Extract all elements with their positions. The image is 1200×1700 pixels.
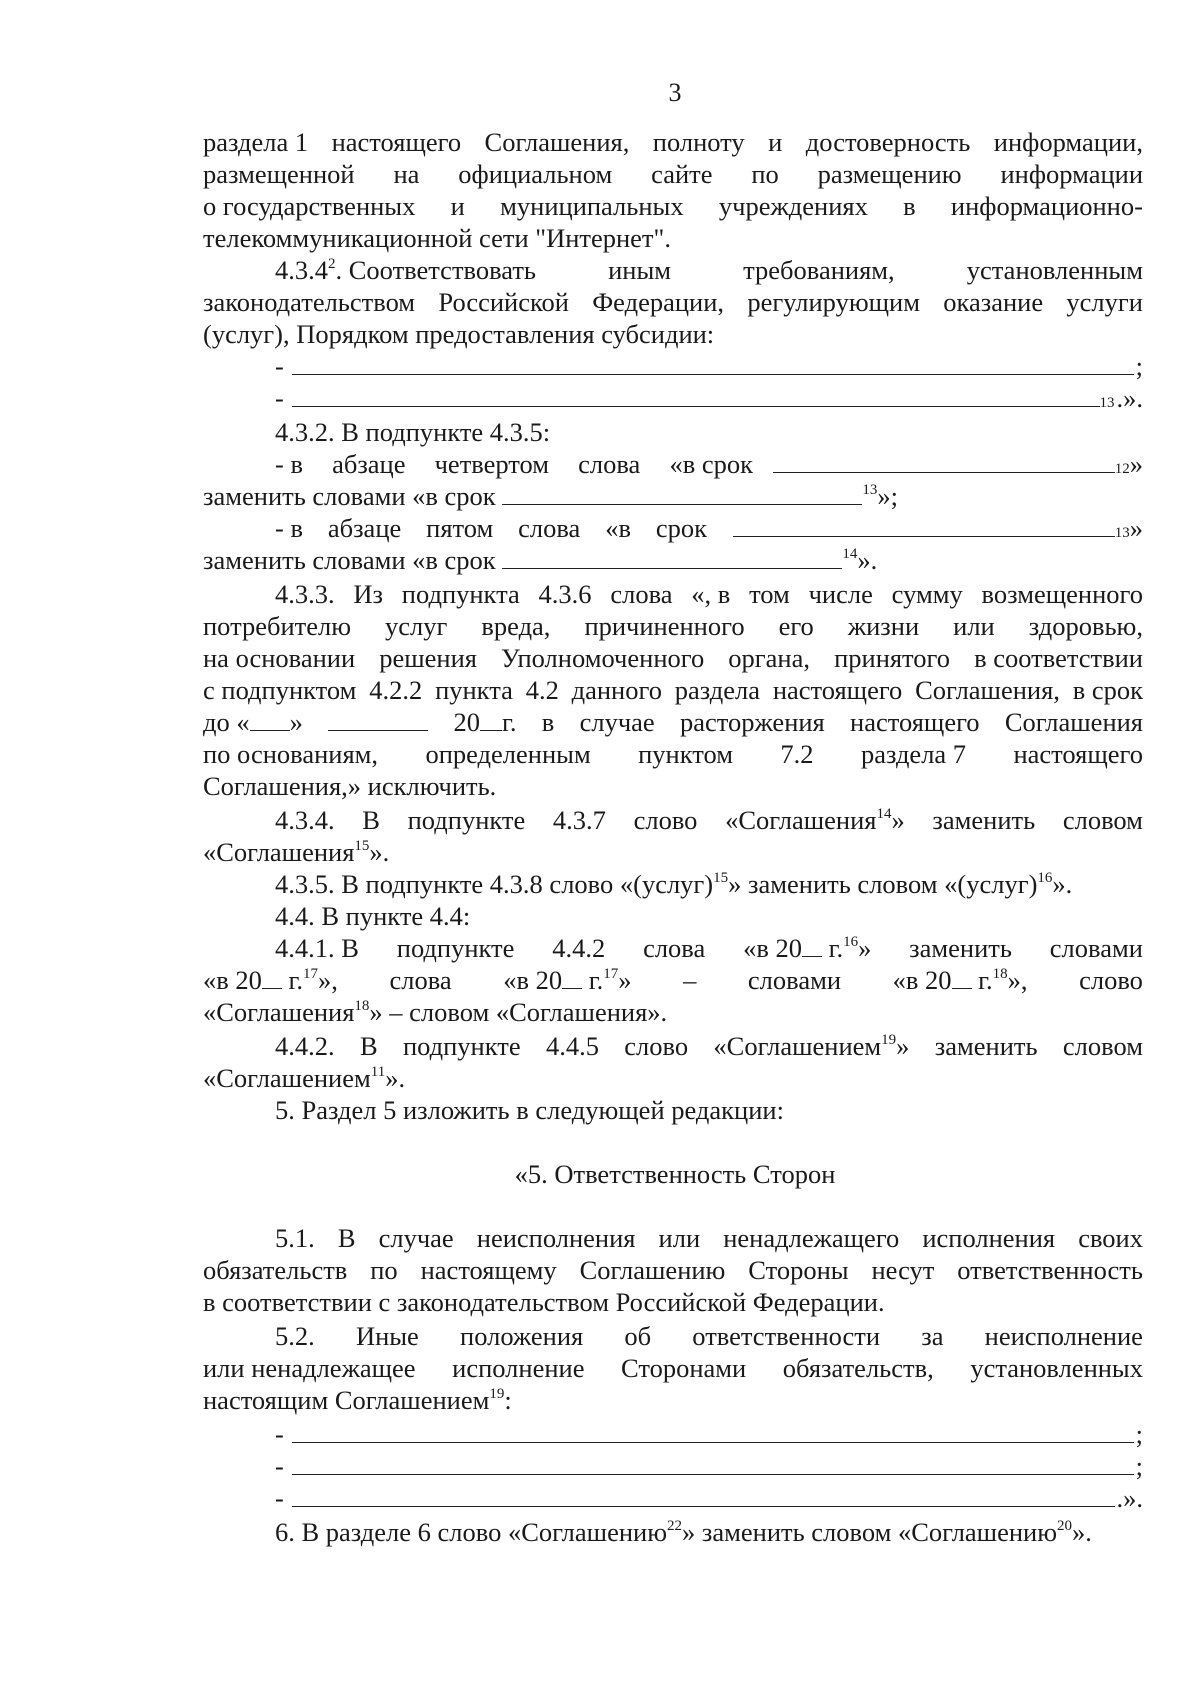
blank-line <box>328 706 428 731</box>
clause-4-4-1: 4.4.1. В подпункте 4.4.2 слова «в 20 г.$^{16}$» заменить словами <box>275 933 1143 963</box>
text-line: Соглашения,» исключить. <box>203 771 497 801</box>
page-number: 3 <box>668 78 682 107</box>
text-line: - в абзаце четвертом слова «в срок 12 » <box>275 449 1143 479</box>
blank-line <box>292 382 1100 407</box>
clause-4-3-5: 4.3.5. В подпункте 4.3.8 слово «(услуг)$^{15}$» заменить словом «(услуг)$^{16}$». <box>275 869 1073 899</box>
text-line: по основаниям, определенным пунктом 7.2 раздела 7 настоящего <box>203 739 1143 769</box>
blank-list-item: - ; <box>275 351 1143 381</box>
clause-4-3-2: 4.3.2. В подпункте 4.3.5: <box>275 417 551 447</box>
blank-line <box>502 480 862 505</box>
text-line: телекоммуникационной сети "Интернет". <box>203 223 671 253</box>
clause-4-4: 4.4. В пункте 4.4: <box>275 901 471 931</box>
clause-4-4-2: 4.4.2. В подпункте 4.4.5 слово «Соглашением$^{19}$» заменить словом <box>275 1031 1143 1061</box>
text-line: заменить словами «в срок $^{14}$». <box>203 545 878 575</box>
blank-line <box>262 964 282 989</box>
blank-line <box>733 512 1115 537</box>
blank-list-item: - ; <box>275 1451 1143 1481</box>
text-line: (услуг), Порядком предоставления субсидии: <box>203 319 715 349</box>
text-line: потребителю услуг вреда, причиненного его жизни или здоровью, <box>203 611 1143 641</box>
blank-list-item: - ; <box>275 1419 1143 1449</box>
text-line: до « » 20 г. в случае расторжения настоящего Соглашения <box>203 707 1143 737</box>
blank-line <box>562 964 582 989</box>
text-line: - в абзаце пятом слова «в срок 13 » <box>275 513 1143 543</box>
blank-line <box>802 932 822 957</box>
blank-line <box>292 1450 1134 1475</box>
text-line: или ненадлежащее исполнение Сторонами обязательств, установленных <box>203 1353 1143 1383</box>
blank-line <box>952 964 972 989</box>
clause-5: 5. Раздел 5 изложить в следующей редакции: <box>275 1095 784 1125</box>
text-line: размещенной на официальном сайте по размещению информации <box>203 159 1143 189</box>
blank-list-item: - 13 .». <box>275 383 1143 413</box>
blank-list-item: - .». <box>275 1483 1143 1513</box>
blank-line <box>480 706 502 731</box>
section-heading: «5. Ответственность Сторон <box>514 1159 836 1189</box>
clause-5-2: 5.2. Иные положения об ответственности за неисполнение <box>275 1321 1143 1351</box>
clause-6: 6. В разделе 6 слово «Соглашению$^{22}$» заменить словом «Соглашению$^{20}$». <box>275 1517 1092 1547</box>
text-line: с подпунктом 4.2.2 пункта 4.2 данного раздела настоящего Соглашения, в срок <box>203 675 1143 705</box>
text-line: раздела 1 настоящего Соглашения, полноту и достоверность информации, <box>203 127 1143 157</box>
blank-line <box>292 1418 1134 1443</box>
text-line: «в 20 г.$^{17}$», слова «в 20 г.$^{17}$» – словами «в 20 г.$^{18}$», слово <box>203 965 1143 995</box>
text-line: настоящим Соглашением$^{19}$: <box>203 1385 512 1415</box>
clause-4-3-3: 4.3.3. Из подпункта 4.3.6 слова «, в том числе сумму возмещенного <box>275 579 1143 609</box>
text-line: заменить словами «в срок $^{13}$»; <box>203 481 898 511</box>
blank-line <box>292 350 1134 375</box>
text-line: в соответствии с законодательством Российской Федерации. <box>203 1287 885 1317</box>
blank-line <box>292 1482 1115 1507</box>
blank-line <box>250 706 290 731</box>
clause-4-3-4: 4.3.4. В подпункте 4.3.7 слово «Соглашения$^{14}$» заменить словом <box>275 805 1143 835</box>
text-line: обязательств по настоящему Соглашению Стороны несут ответственность <box>203 1255 1143 1285</box>
text-line: «Соглашения$^{18}$» – словом «Соглашения». <box>203 997 668 1027</box>
text-line: «Соглашением$^{11}$». <box>203 1063 406 1093</box>
clause-5-1: 5.1. В случае неисполнения или ненадлежащего исполнения своих <box>275 1223 1143 1253</box>
text-line: «Соглашения$^{15}$». <box>203 837 390 867</box>
blank-line <box>502 544 842 569</box>
clause-4-3-4-2: 4.3.4$^2$. Соответствовать иным требованиям, установленным <box>275 255 1143 285</box>
text-line: о государственных и муниципальных учреждениях в информационно- <box>203 191 1143 221</box>
text-line: на основании решения Уполномоченного органа, принятого в соответствии <box>203 643 1143 673</box>
blank-line <box>773 448 1115 473</box>
text-line: законодательством Российской Федерации, регулирующим оказание услуги <box>203 287 1143 317</box>
